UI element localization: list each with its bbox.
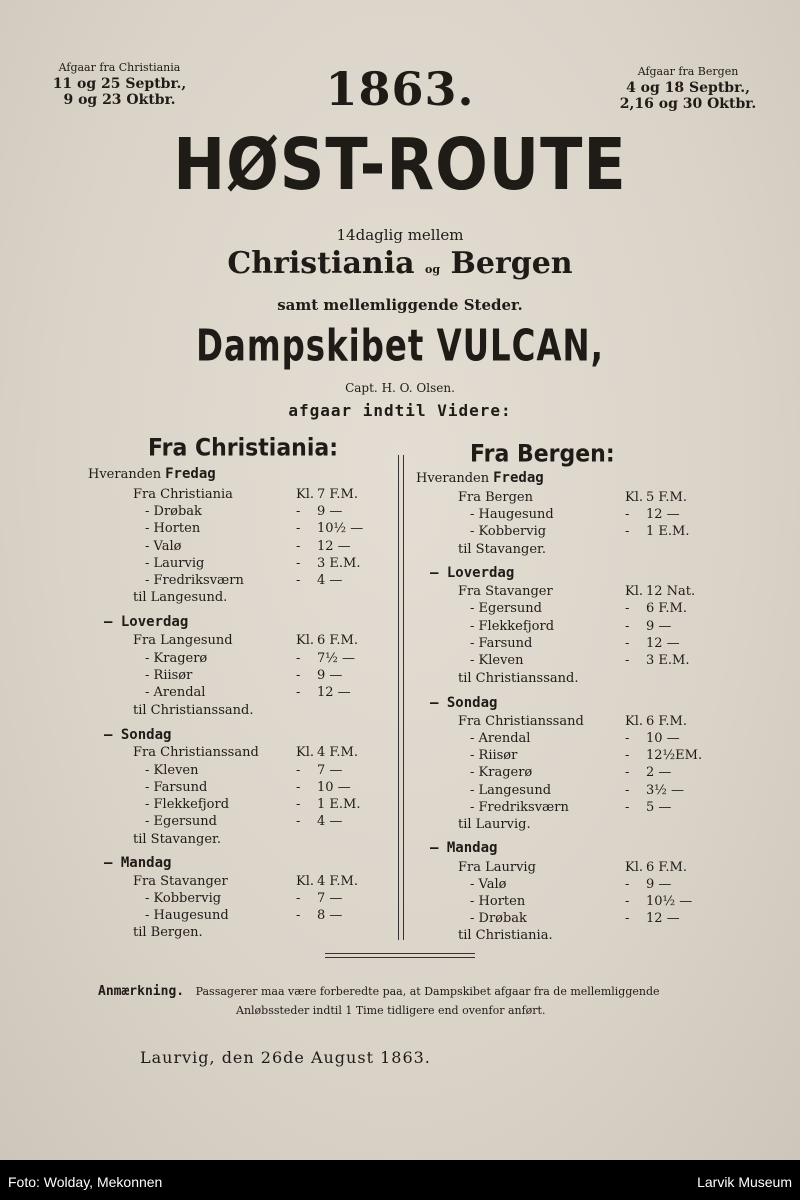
kl-marker: -: [625, 636, 630, 651]
schedule-row: [458, 927, 553, 944]
remark-text-1: Passagerer maa være forberedte paa, at Dampskibet afgaar fra de mellemliggende: [195, 985, 660, 998]
stop-label: - Kragerø: [470, 765, 533, 780]
schedule-row: [145, 907, 229, 924]
kl-marker: Kl.: [625, 714, 644, 729]
schedule-row: [133, 589, 227, 606]
route-line: [120, 246, 680, 281]
stop-label: Hveranden: [88, 467, 162, 482]
stop-label: — Sondag: [104, 727, 172, 743]
stop-label: - Farsund: [145, 780, 208, 795]
stop-label: - Egersund: [470, 601, 542, 616]
kl-marker: -: [625, 507, 630, 522]
schedule-row: [470, 618, 554, 635]
stop-label: - Horten: [145, 521, 201, 536]
kl-marker: -: [296, 763, 301, 778]
schedule-row: [145, 503, 202, 520]
kl-marker: -: [625, 731, 630, 746]
schedule-row: [470, 635, 532, 652]
schedule-row: [470, 506, 554, 523]
ship-name: Dampskibet VULCAN,: [196, 321, 604, 372]
kl-marker: Kl.: [625, 490, 644, 505]
stop-label: - Fredriksværn: [145, 573, 244, 588]
photo-credit-bar: [0, 1160, 800, 1200]
kl-marker: Kl.: [296, 745, 315, 760]
departure-time: 7 —: [317, 891, 343, 906]
kl-marker: -: [625, 601, 630, 616]
stop-label: - Langesund: [470, 783, 552, 798]
departure-time: 5 F.M.: [646, 490, 687, 505]
day-label: Fredag: [165, 466, 216, 482]
photo-credit: Foto: Wolday, Mekonnen: [8, 1174, 163, 1190]
schedule-row: [145, 538, 181, 555]
stop-label: Fra Christianssand: [458, 714, 584, 729]
stop-label: — Mandag: [104, 855, 172, 871]
kl-marker: Kl.: [625, 860, 644, 875]
departure-time: 10 —: [646, 731, 680, 746]
kl-marker: -: [296, 814, 301, 829]
schedule-row: [145, 650, 207, 667]
schedule-row: [470, 876, 506, 893]
schedule-row: [430, 565, 514, 582]
departure-time: 1 E.M.: [646, 524, 690, 539]
stop-label: til Christianssand.: [458, 671, 579, 686]
departure-time: 6 F.M.: [317, 633, 358, 648]
stop-label: til Stavanger.: [133, 832, 221, 847]
schedule-row: [458, 541, 546, 558]
departure-time: 4 F.M.: [317, 745, 358, 760]
schedule-row: [133, 873, 228, 890]
departure-time: 6 F.M.: [646, 601, 687, 616]
kl-marker: -: [625, 800, 630, 815]
departure-time: 12 Nat.: [646, 584, 696, 599]
schedule-row: [470, 730, 530, 747]
departure-time: 3 E.M.: [646, 653, 690, 668]
schedule-row: [145, 520, 200, 537]
header-left-line: Afgaar fra Christiania: [58, 61, 181, 74]
stop-label: - Kleven: [145, 763, 199, 778]
stop-label: til Christianssand.: [133, 703, 254, 718]
departure-time: 12 —: [317, 539, 351, 554]
stop-label: Fra Laurvig: [458, 860, 536, 875]
departure-time: 9 —: [317, 504, 343, 519]
route-og: og: [424, 263, 441, 276]
captain: Capt. H. O. Olsen.: [345, 381, 455, 395]
schedule-row: [133, 702, 253, 719]
departure-time: 12 —: [646, 911, 680, 926]
column-divider: [398, 455, 404, 940]
schedule-row: [458, 713, 584, 730]
schedule-row: [88, 466, 216, 483]
route-origin: Christiania: [227, 246, 415, 281]
kl-marker: -: [296, 573, 301, 588]
stop-label: - Valø: [145, 539, 182, 554]
schedule-row: [458, 859, 536, 876]
departure-time: 6 F.M.: [646, 714, 687, 729]
kl-marker: Kl.: [296, 487, 315, 502]
kl-marker: -: [625, 877, 630, 892]
stop-label: - Kragerø: [145, 651, 208, 666]
departure-time: 12 —: [646, 507, 680, 522]
stop-label: - Kobbervig: [145, 891, 222, 906]
departure-time: 5 —: [646, 800, 672, 815]
departure-time: 10½ —: [317, 521, 364, 536]
departure-time: 3½ —: [646, 783, 685, 798]
route-destination: Bergen: [450, 246, 573, 281]
header-left-departures: [52, 60, 187, 108]
schedule-row: [145, 813, 217, 830]
stop-label: til Laurvig.: [458, 817, 531, 832]
stop-label: - Drøbak: [145, 504, 202, 519]
stop-label: - Arendal: [145, 685, 206, 700]
stop-label: - Riisør: [145, 668, 193, 683]
schedule-row: [104, 727, 171, 744]
schedule-row: [416, 470, 544, 487]
intermediate-line: samt mellemliggende Steder.: [277, 296, 523, 314]
departure-time: 3 E.M.: [317, 556, 361, 571]
header-left-line: 11 og 25 Septbr.,: [52, 76, 187, 92]
kl-marker: -: [296, 668, 301, 683]
departure-time: 9 —: [646, 619, 672, 634]
schedule-row: [470, 747, 517, 764]
kl-marker: Kl.: [296, 874, 315, 889]
schedule-row: [133, 632, 233, 649]
stop-label: til Langesund.: [133, 590, 228, 605]
schedule-row: [145, 762, 199, 779]
schedule-row: [145, 890, 221, 907]
kl-marker: -: [296, 504, 301, 519]
kl-marker: -: [625, 653, 630, 668]
schedule-row: [145, 572, 244, 589]
departure-time: 8 —: [317, 908, 343, 923]
schedule-row: [458, 583, 553, 600]
remark-label: Anmærkning.: [98, 984, 185, 999]
schedule-row: [430, 840, 497, 857]
frequency-line: 14daglig mellem: [336, 226, 464, 244]
schedule-row: [470, 523, 546, 540]
schedule-row: [470, 910, 527, 927]
stop-label: - Fredriksværn: [470, 800, 569, 815]
stop-label: - Egersund: [145, 814, 217, 829]
schedule-row: [470, 893, 525, 910]
departure-time: 1 E.M.: [317, 797, 361, 812]
schedule-row: [133, 924, 203, 941]
kl-marker: -: [296, 891, 301, 906]
stop-label: - Kleven: [470, 653, 524, 668]
stop-label: - Valø: [470, 877, 507, 892]
schedule-row: [145, 779, 207, 796]
remark-text-2: Anløbssteder indtil 1 Time tidligere end ovenfor anført.: [236, 1004, 546, 1017]
schedule-row: [133, 486, 233, 503]
departure-time: 7 F.M.: [317, 487, 358, 502]
stop-label: — Mandag: [430, 840, 498, 856]
kl-marker: -: [296, 685, 301, 700]
kl-marker: -: [296, 539, 301, 554]
stop-label: - Riisør: [470, 748, 518, 763]
schedule-row: [470, 652, 524, 669]
year: 1863.: [325, 62, 475, 116]
stop-label: Fra Christiania: [133, 487, 233, 502]
stop-label: - Haugesund: [145, 908, 229, 923]
kl-marker: -: [625, 765, 630, 780]
stop-label: - Horten: [470, 894, 526, 909]
departure-time: 7½ —: [317, 651, 356, 666]
stop-label: Fra Stavanger: [133, 874, 228, 889]
schedule-row: [104, 855, 171, 872]
kl-marker: -: [625, 894, 630, 909]
departure-time: 4 —: [317, 814, 343, 829]
kl-marker: -: [296, 908, 301, 923]
kl-marker: -: [625, 783, 630, 798]
stop-label: til Christiania.: [458, 928, 553, 943]
bottom-rule: [325, 953, 475, 958]
stop-label: - Haugesund: [470, 507, 554, 522]
schedule-row: [145, 555, 204, 572]
departure-time: 4 F.M.: [317, 874, 358, 889]
stop-label: Fra Christianssand: [133, 745, 259, 760]
stop-label: - Drøbak: [470, 911, 527, 926]
schedule-row: [145, 684, 205, 701]
stop-label: - Kobbervig: [470, 524, 547, 539]
header-right-departures: [618, 64, 758, 112]
stop-label: Fra Stavanger: [458, 584, 553, 599]
schedule-row: [470, 600, 542, 617]
place-date: Laurvig, den 26de August 1863.: [140, 1048, 431, 1067]
kl-marker: Kl.: [625, 584, 644, 599]
departure-time: 10½ —: [646, 894, 693, 909]
kl-marker: -: [625, 911, 630, 926]
kl-marker: -: [625, 524, 630, 539]
departure-time: 2 —: [646, 765, 672, 780]
kl-marker: -: [296, 521, 301, 536]
kl-marker: -: [296, 556, 301, 571]
schedule-row: [430, 695, 497, 712]
kl-marker: Kl.: [296, 633, 315, 648]
stop-label: — Loverdag: [430, 565, 515, 581]
departure-time: 12 —: [317, 685, 351, 700]
departure-time: 9 —: [317, 668, 343, 683]
stop-label: - Laurvig: [145, 556, 205, 571]
schedule-row: [458, 670, 578, 687]
kl-marker: -: [625, 748, 630, 763]
schedule-row: [104, 614, 188, 631]
remark: [98, 982, 738, 1020]
departure-time: 12 —: [646, 636, 680, 651]
schedule-row: [133, 744, 259, 761]
kl-marker: -: [296, 780, 301, 795]
stop-label: - Flekkefjord: [145, 797, 230, 812]
kl-marker: -: [296, 651, 301, 666]
departure-time: 9 —: [646, 877, 672, 892]
schedule-row: [145, 667, 192, 684]
left-column-heading: Fra Christiania:: [148, 434, 339, 463]
schedule-row: [470, 782, 551, 799]
schedule-row: [458, 489, 533, 506]
departure-time: 12½EM.: [646, 748, 703, 763]
schedule-row: [470, 799, 569, 816]
poster-title: HØST-ROUTE: [173, 122, 627, 207]
departure-time: 6 F.M.: [646, 860, 687, 875]
departure-time: 10 —: [317, 780, 351, 795]
header-left-line: 9 og 23 Oktbr.: [63, 92, 176, 108]
stop-label: — Loverdag: [104, 614, 189, 630]
schedule-row: [458, 816, 531, 833]
departs-line: afgaar indtil Videre:: [288, 401, 512, 420]
stop-label: — Sondag: [430, 695, 498, 711]
schedule-row: [470, 764, 532, 781]
header-right-line: 4 og 18 Septbr.,: [626, 80, 750, 96]
stop-label: - Flekkefjord: [470, 619, 555, 634]
stop-label: til Bergen.: [133, 925, 203, 940]
kl-marker: -: [296, 797, 301, 812]
kl-marker: -: [625, 619, 630, 634]
right-column-heading: Fra Bergen:: [470, 440, 615, 469]
schedule-row: [133, 831, 221, 848]
stop-label: Fra Bergen: [458, 490, 533, 505]
departure-time: 7 —: [317, 763, 343, 778]
day-label: Fredag: [493, 470, 544, 486]
header-right-line: Afgaar fra Bergen: [637, 65, 739, 78]
stop-label: Fra Langesund: [133, 633, 233, 648]
stop-label: Hveranden: [416, 471, 490, 486]
stop-label: til Stavanger.: [458, 542, 546, 557]
header-right-line: 2,16 og 30 Oktbr.: [619, 96, 757, 112]
schedule-row: [145, 796, 229, 813]
departure-time: 4 —: [317, 573, 343, 588]
stop-label: - Arendal: [470, 731, 531, 746]
museum-name: Larvik Museum: [697, 1174, 792, 1190]
stop-label: - Farsund: [470, 636, 533, 651]
